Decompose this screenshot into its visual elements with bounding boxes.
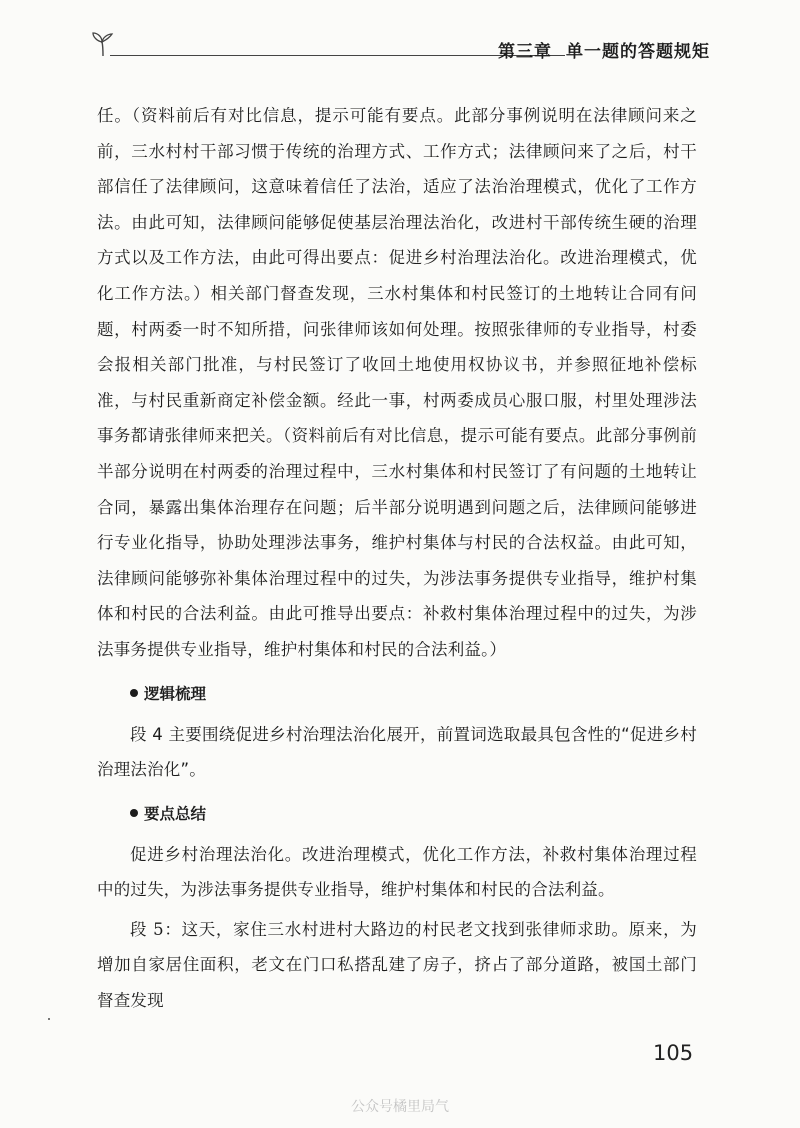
analysis-note-1: 任。（资料前后有对比信息，提示可能有要点。此部分事例说明在法律顾问来之前，三水村村干部习惯于传统的治理方式、工作方式；法律顾问来了之后，村干部信任了法律顾问，这意味着信任了法治，适应了法治治理模式，优化了工作方法。由此可知，法律顾问能够促使基层治理法治化，改进村干部传统生硬的治理方式以及工作方法，由此可得出要点：促进乡村治理法治化。改进治理模式，优化工作方法。） [97, 106, 697, 303]
running-header [88, 28, 710, 62]
scan-speck [48, 1018, 50, 1020]
paragraph-4-continued [97, 98, 697, 668]
story-text-1: 相关部门督查发现，三水村集体和村民签订的土地转让合同有问题，村两委一时不知所措，问张律师该如何处理。按照张律师的专业指导，村委会报相关部门批准，与村民签订了收回土地使用权协议书，并参照征地补偿标准，与村民重新商定补偿金额。经此一事，村两委成员心服口服，村里处理涉法事务都请张律师来把关。 [97, 283, 697, 446]
summary-heading-label: 要点总结 [144, 804, 207, 823]
paragraph-5: 段 5：这天，家住三水村进村大路边的村民老文找到张律师求助。原来，为增加自家居住面积，老文在门口私搭乱建了房子，挤占了部分道路，被国土部门督查发现 [97, 919, 697, 1011]
sprout-icon [88, 28, 118, 58]
summary-heading [97, 792, 697, 837]
logic-heading-label: 逻辑梳理 [144, 684, 207, 703]
chapter-title: 单一题的答题规矩 [566, 42, 710, 62]
bullet-icon [130, 689, 138, 697]
summary-text: 促进乡村治理法治化。改进治理模式，优化工作方法，补救村集体治理过程中的过失，为涉法事务提供专业指导，维护村集体和村民的合法利益。 [97, 844, 697, 900]
watermark: 公众号橘里局气 [351, 1099, 449, 1115]
bullet-icon [130, 809, 138, 817]
analysis-note-2: （资料前后有对比信息，提示可能有要点。此部分事例前半部分说明在村两委的治理过程中，三水村集体和村民签订了有问题的土地转让合同，暴露出集体治理存在问题；后半部分说明遇到问题之后，法律顾问能够进行专业化指导，协助处理涉法事务，维护村集体与村民的合法权益。由此可知，法律顾问能够弥补集体治理过程中的过失，为涉法事务提供专业指导，维护村集体和村民的合法利益。由此可推导出要点：补救村集体治理过程中的过失，为涉法事务提供专业指导，维护村集体和村民的合法利益。） [97, 426, 698, 659]
chapter-label: 第三章 [498, 42, 552, 62]
header-rule [110, 55, 565, 56]
logic-text: 段 4 主要围绕促进乡村治理法治化展开，前置词选取最具包含性的“促进乡村治理法治化”。 [97, 724, 697, 780]
logic-heading [97, 672, 697, 717]
page-body [97, 98, 697, 1019]
page-number: 105 [653, 1041, 694, 1065]
chapter-heading [498, 37, 710, 62]
